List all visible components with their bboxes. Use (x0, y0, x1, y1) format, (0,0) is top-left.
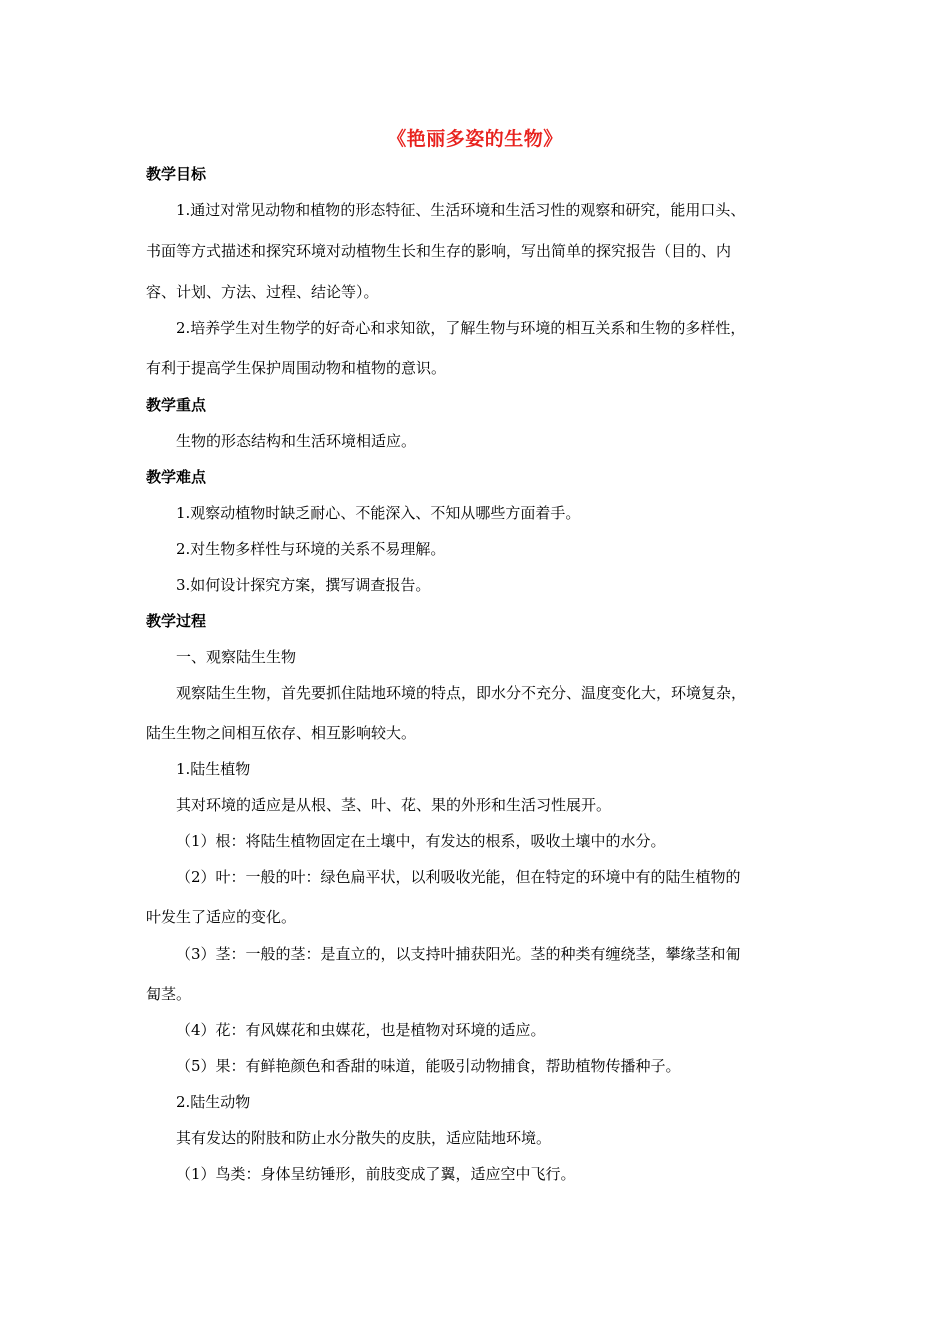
animals-heading: 2.陆生动物 (176, 1093, 251, 1111)
plants-intro: 其对环境的适应是从根、茎、叶、花、果的外形和生活习性展开。 (176, 796, 612, 814)
document-title: 《艳丽多姿的生物》 (387, 128, 563, 150)
difficulty-item-1: 1.观察动植物时缺乏耐心、不能深入、不知从哪些方面着手。 (176, 504, 581, 522)
goals-paragraph-1-line-1: 1.通过对常见动物和植物的形态特征、生活环境和生活习性的观察和研究，能用口头、 (176, 201, 746, 219)
plants-leaf-line-1: （2）叶：一般的叶：绿色扁平状，以利吸收光能，但在特定的环境中有的陆生植物的 (176, 868, 741, 886)
plants-fruit: （5）果：有鲜艳颜色和香甜的味道，能吸引动物捕食，帮助植物传播种子。 (176, 1057, 681, 1075)
goals-paragraph-1-line-2: 书面等方式描述和探究环境对动植物生长和生存的影响，写出简单的探究报告（目的、内 (146, 242, 732, 260)
difficulty-item-2: 2.对生物多样性与环境的关系不易理解。 (176, 540, 446, 558)
goals-paragraph-2-line-1: 2.培养学生对生物学的好奇心和求知欲，了解生物与环境的相互关系和生物的多样性， (176, 319, 746, 337)
process-subheading-1: 一、观察陆生生物 (176, 648, 297, 666)
section-heading-process: 教学过程 (146, 612, 207, 630)
plants-root: （1）根：将陆生植物固定在土壤中，有发达的根系，吸收土壤中的水分。 (176, 832, 666, 850)
goals-paragraph-2-line-2: 有利于提高学生保护周围动物和植物的意识。 (146, 359, 447, 377)
animals-intro: 其有发达的附肢和防止水分散失的皮肤，适应陆地环境。 (176, 1129, 552, 1147)
section-heading-key: 教学重点 (146, 396, 207, 414)
plants-leaf-line-2: 叶发生了适应的变化。 (146, 908, 297, 926)
process-intro-line-2: 陆生生物之间相互依存、相互影响较大。 (146, 724, 417, 742)
key-paragraph: 生物的形态结构和生活环境相适应。 (176, 432, 417, 450)
plants-heading: 1.陆生植物 (176, 760, 251, 778)
plants-stem-line-1: （3）茎：一般的茎：是直立的，以支持叶捕获阳光。茎的种类有缠绕茎，攀缘茎和匍 (176, 945, 741, 963)
plants-flower: （4）花：有风媒花和虫媒花，也是植物对环境的适应。 (176, 1021, 546, 1039)
section-heading-goals: 教学目标 (146, 165, 207, 183)
plants-stem-line-2: 匐茎。 (146, 985, 192, 1003)
animals-birds: （1）鸟类：身体呈纺锤形，前肢变成了翼，适应空中飞行。 (176, 1165, 576, 1183)
difficulty-item-3: 3.如何设计探究方案，撰写调查报告。 (176, 576, 431, 594)
section-heading-difficulty: 教学难点 (146, 468, 207, 486)
process-intro-line-1: 观察陆生生物，首先要抓住陆地环境的特点，即水分不充分、温度变化大，环境复杂， (176, 684, 747, 702)
goals-paragraph-1-line-3: 容、计划、方法、过程、结论等）。 (146, 283, 379, 301)
